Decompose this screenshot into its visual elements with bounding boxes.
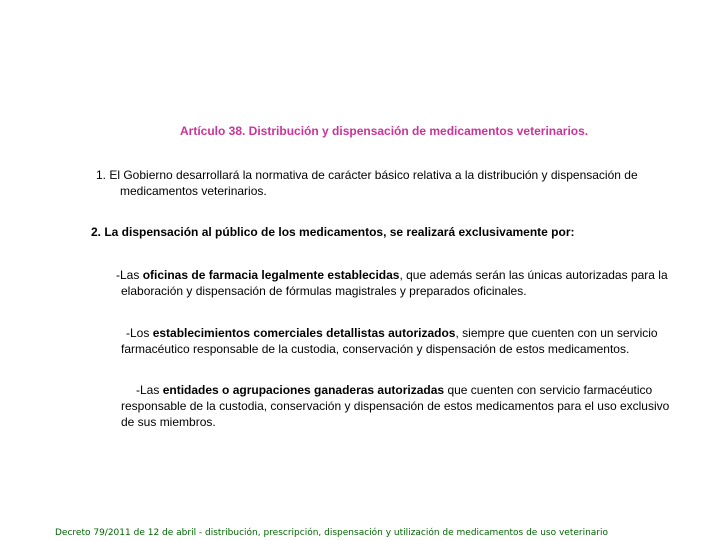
item-2-rest: , siempre que cuenten con un servicio xyxy=(455,326,658,340)
paragraph-1-line-1: 1. El Gobierno desarrollará la normativa de carácter básico relativa a la distribución y dispensación de xyxy=(96,168,638,182)
item-3-line-3: de sus miembros. xyxy=(121,415,216,429)
list-item-entidades xyxy=(121,382,676,430)
item-2-bold: establecimientos comerciales detallistas autorizados xyxy=(152,326,456,340)
item-1-rest: , que además serán las únicas autorizadas para la xyxy=(399,268,668,282)
item-3-rest: que cuenten con servicio farmacéutico xyxy=(444,383,653,397)
item-1-prefix: -Las xyxy=(116,268,143,282)
item-3-bold: entidades o agrupaciones ganaderas autorizadas xyxy=(162,383,445,397)
item-3-line-2: responsable de la custodia, conservación y dispensación de estos medicamentos para el uso exclusivo xyxy=(121,399,670,413)
item-3-prefix: -Las xyxy=(136,383,163,397)
item-2-line-2: farmacéutico responsable de la custodia, conservación y dispensación de estos medicamentos. xyxy=(121,342,630,356)
footer-citation: Decreto 79/2011 de 12 de abril - distribución, prescripción, dispensación y utilización de medicamentos de uso veterinario xyxy=(55,528,609,538)
paragraph-1-line-2: medicamentos veterinarios. xyxy=(120,184,267,198)
list-item-establecimientos xyxy=(121,325,676,357)
item-2-prefix: -Los xyxy=(126,326,153,340)
paragraph-2: 2. La dispensación al público de los medicamentos, se realizará exclusivamente por: xyxy=(91,225,575,239)
paragraph-1 xyxy=(96,167,676,199)
item-1-bold: oficinas de farmacia legalmente establecidas xyxy=(142,268,400,282)
article-title: Artículo 38. Distribución y dispensación de medicamentos veterinarios. xyxy=(180,124,589,138)
list-item-farmacias xyxy=(116,267,676,299)
item-1-line-2: elaboración y dispensación de fórmulas magistrales y preparados oficinales. xyxy=(121,284,527,298)
